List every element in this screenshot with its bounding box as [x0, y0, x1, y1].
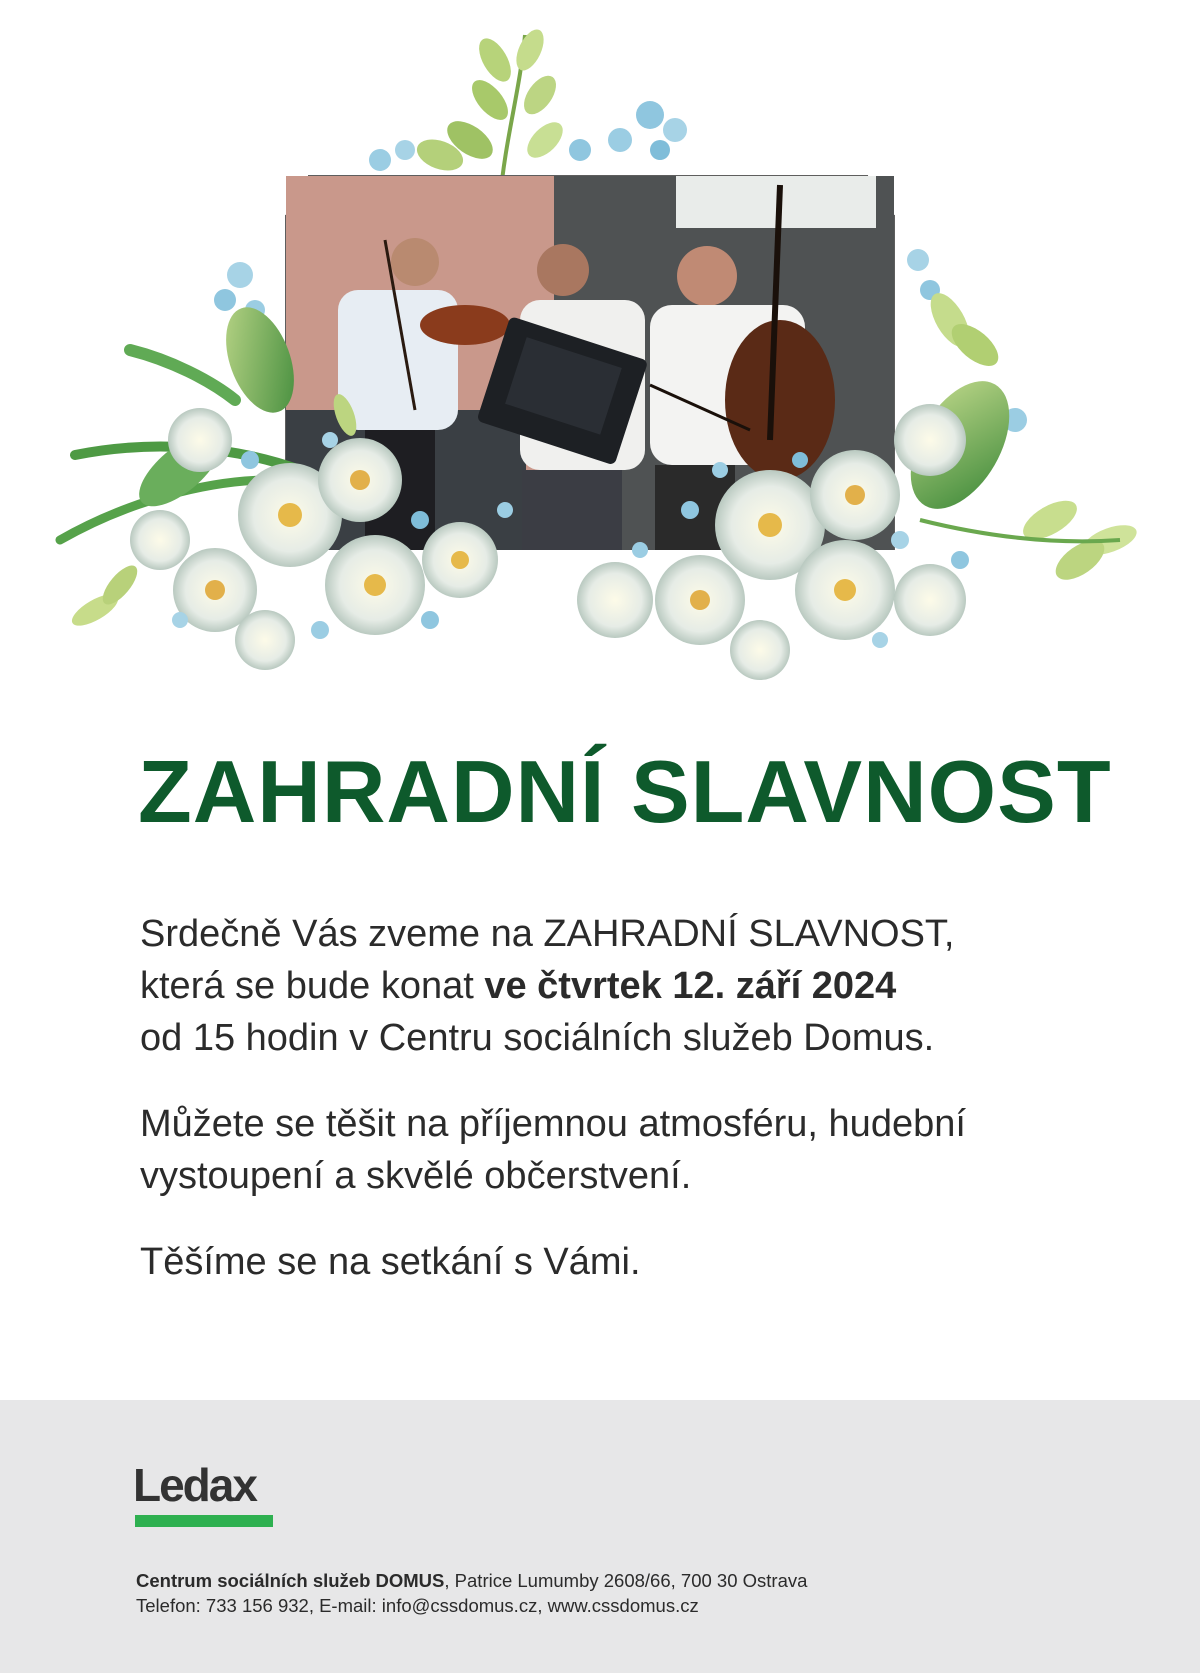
footer	[0, 1400, 1200, 1673]
expectations-line-1: Můžete se těšit na příjemnou atmosféru, hudební	[140, 1103, 966, 1145]
ledax-logo	[133, 1459, 283, 1528]
hero-illustration	[0, 0, 1200, 700]
invitation-body	[140, 908, 1100, 1322]
page-title: ZAHRADNÍ SLAVNOST	[138, 742, 1112, 841]
closing-line: Těšíme se na setkání s Vámi.	[140, 1241, 641, 1283]
organization-name: Centrum sociálních služeb DOMUS	[136, 1570, 445, 1591]
invitation-line-1: Srdečně Vás zveme na ZAHRADNÍ SLAVNOST,	[140, 913, 955, 955]
floral-photo-frame	[0, 0, 1200, 700]
ledax-logo-text: Ledax	[133, 1459, 256, 1511]
leaf-sprig-icon	[413, 25, 569, 200]
invitation-paragraph	[140, 908, 1100, 1064]
event-date: ve čtvrtek 12. září 2024	[484, 965, 897, 1007]
contact-line: Telefon: 733 156 932, E-mail: info@cssdomus.cz, www.cssdomus.cz	[136, 1595, 699, 1616]
invitation-line-3: od 15 hodin v Centru sociálních služeb Domus.	[140, 1017, 935, 1059]
expectations-line-2: vystoupení a skvělé občerstvení.	[140, 1155, 692, 1197]
ledax-logo-bar	[135, 1515, 273, 1527]
address-line	[136, 1568, 1136, 1593]
invitation-line-2-prefix: která se bude konat	[140, 965, 485, 1007]
footer-address	[136, 1568, 1136, 1618]
invitation-line-2	[140, 960, 1100, 1012]
street-address: , Patrice Lumumby 2608/66, 700 30 Ostrava	[444, 1570, 808, 1591]
closing-paragraph	[140, 1236, 1100, 1288]
expectations-paragraph	[140, 1098, 1100, 1202]
